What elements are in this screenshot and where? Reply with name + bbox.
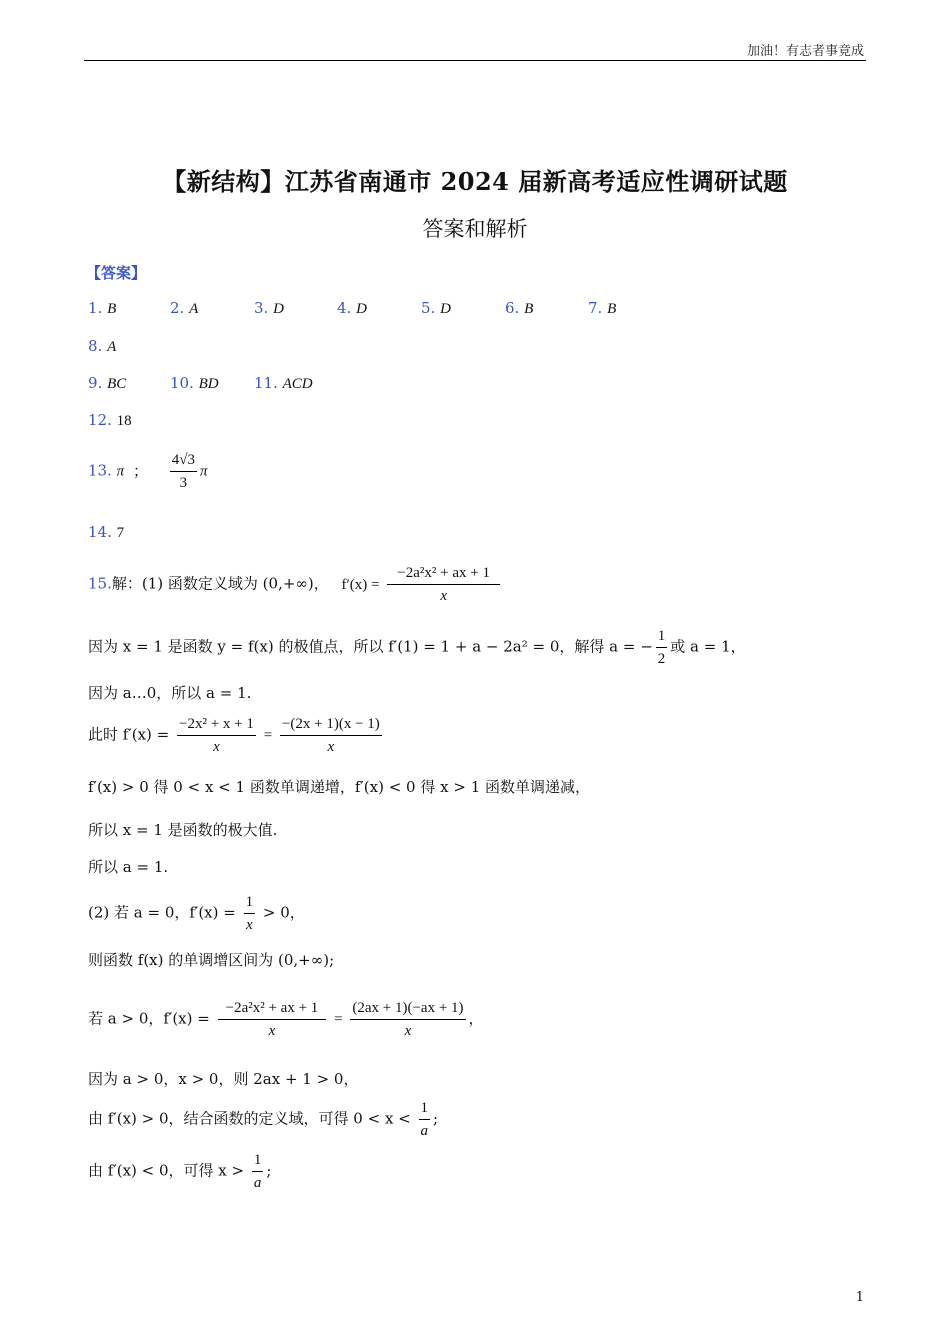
answer-item: 2. A [170,299,199,317]
fraction: $\frac{\text{−2x² + x + 1}}{x}$ [179,716,254,755]
answer-item: 5. D [421,299,451,317]
answer-row-2 [88,337,116,356]
answer-row-14: 14. 7 [88,523,125,541]
header-divider [84,60,866,61]
answer-item: 1. B [88,299,117,317]
solution-line-12: 由 f′(x) > 0，结合函数的定义域，可得 0 < x < $\frac{1}{a}$ ; [88,1100,439,1139]
answer-row-12: 12. 18 [88,411,132,429]
answer-item: 10. BD [170,374,219,392]
solution-line-13: 由 f′(x) < 0，可得 x > $\frac{1}{a}$ ; [88,1152,272,1191]
fraction: $\frac{\text{−2a²x² + ax + 1}}{x}$ [218,1000,327,1039]
document-subtitle: 答案和解析 [422,217,528,241]
document-title: 【新结构】江苏省南通市 2024 届新高考适应性调研试题 [162,167,788,196]
solution-line-9: 则函数 f(x) 的单调增区间为 (0,+∞); [88,951,335,969]
answer-item: 6. B [505,299,534,317]
header-motto: 加油！有志者事竟成 [746,44,864,59]
answer-item: 3. D [254,299,284,317]
answer-item: 9. BC [88,374,127,392]
fraction: $\frac{4√3}{3}$ [171,452,195,491]
answer-item: 8. A [88,337,117,355]
solution-line-3: 因为 a…0，所以 a = 1. [88,684,252,702]
fraction: $\frac{1}{a}$ [253,1152,262,1191]
solution-line-6: 所以 x = 1 是函数的极大值. [88,821,278,839]
solution-line-8: (2) 若 a = 0，f′(x) = $\frac{1}{x}$ > 0， [88,894,305,933]
fraction: $\frac{(2ax + 1)(-ax + 1)}{x}$ [352,1000,464,1039]
solution-line-10: 若 a > 0，f′(x) = $\frac{\text{−2a²x² + ax + 1}}{x}$ = $\frac{(2ax + 1)(-ax + 1)}{x}$ ， [88,1000,484,1039]
fraction: $\frac{1}{2}$ [657,628,666,667]
answer-row-13: 13. π ； $\frac{4√3}{3}$ π [88,452,208,491]
solution-line-7: 所以 a = 1. [88,858,169,876]
solution-line-1: 15.解：(1) 函数定义域为 (0,+∞)， f′(x) = $\frac{\text{−2a²x² + ax + 1}}{x}$ [88,565,503,604]
solution-line-2: 因为 x = 1 是函数 y = f(x) 的极值点，所以 f′(1) = 1 + a − 2a² = 0，解得 a = − $\frac{1}{2}$ 或 a = 1， [88,628,746,667]
answer-item: 4. D [337,299,367,317]
answer-item: 7. B [588,299,617,317]
fraction: $\frac{\text{−2a²x² + ax + 1}}{x}$ [387,565,500,604]
answers-heading: 【答案】 [86,264,147,282]
solution-line-4: 此时 f′(x) = $\frac{\text{−2x² + x + 1}}{x}$ = $\frac{-(2x + 1)(x - 1)}{x}$ [88,716,380,755]
solution-line-5: f′(x) > 0 得 0 < x < 1 函数单调递增，f′(x) < 0 得 x > 1 函数单调递减， [88,778,591,796]
solution-line-11: 因为 a > 0，x > 0，则 2ax + 1 > 0， [88,1070,359,1088]
fraction: $\frac{1}{a}$ [420,1100,429,1139]
answer-item: 11. ACD [254,374,313,392]
fraction: $\frac{-(2x + 1)(x - 1)}{x}$ [281,716,380,755]
fraction: $\frac{1}{x}$ [245,894,254,933]
page-number: 1 [855,1290,864,1305]
